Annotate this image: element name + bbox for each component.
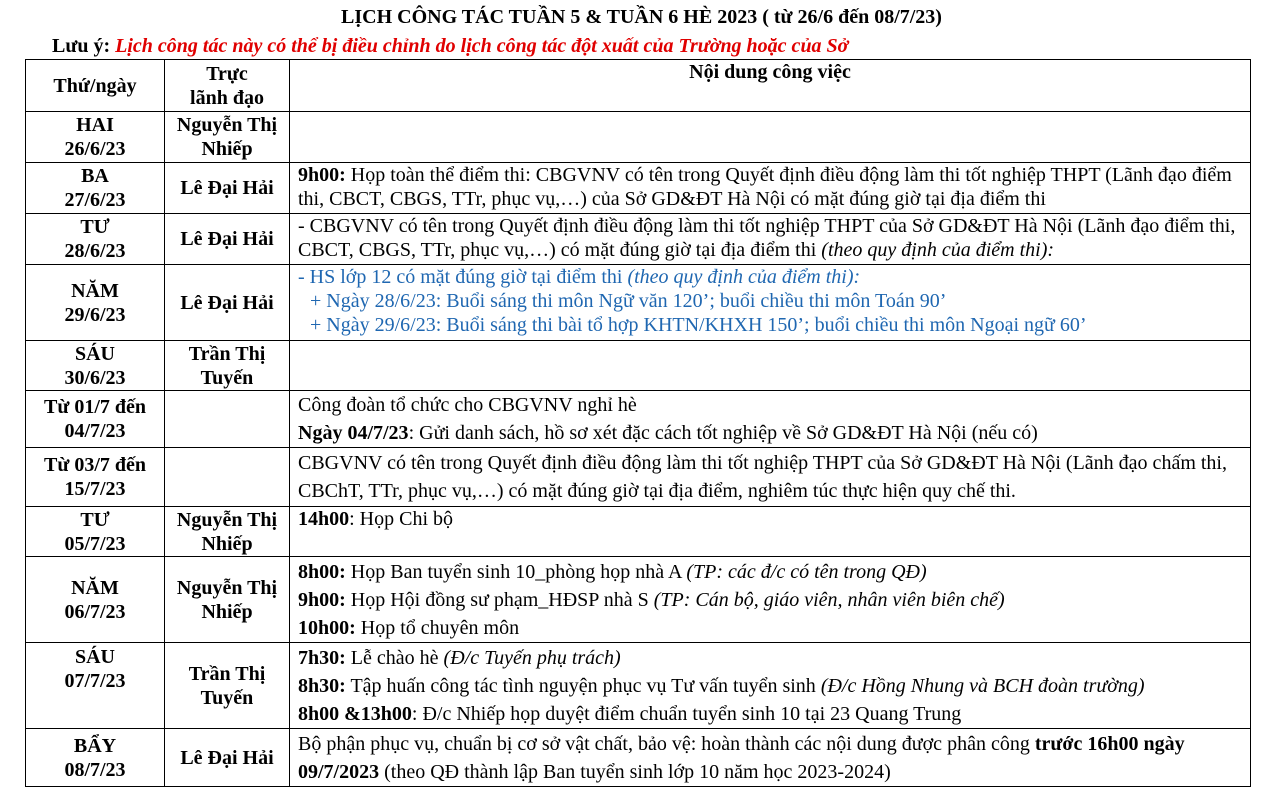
leader-cell: Lê Đại Hải	[165, 729, 290, 787]
time-label: 10h00:	[298, 616, 356, 639]
content-cell	[290, 729, 1251, 787]
content-line	[298, 558, 1246, 586]
content-line	[298, 644, 1246, 672]
leader-cell: Lê Đại Hải	[165, 214, 290, 265]
content-text	[298, 730, 1246, 786]
content-line	[298, 672, 1246, 700]
table-row	[26, 265, 1251, 341]
day-name: SÁU	[74, 646, 115, 668]
table-header-row	[26, 60, 1251, 112]
day-date: 29/6/23	[64, 303, 126, 326]
time-label: 8h00 &13h00	[298, 702, 412, 725]
deadline-text: trước 16h00 ngày 09/7/2023	[298, 732, 1185, 783]
content-line	[298, 614, 1246, 642]
content-line: Công đoàn tổ chức cho CBGVNV nghỉ hè	[298, 394, 637, 416]
content-cell	[290, 448, 1251, 507]
leader-line-2: Nhiếp	[201, 532, 253, 555]
day-name: NĂM	[71, 576, 119, 599]
content-line	[298, 507, 1246, 531]
leader-cell	[165, 507, 290, 557]
content-line: + Ngày 29/6/23: Buổi sáng thi bài tổ hợp KHTN/KHXH 150’; buổi chiều thi môn Ngoại ngữ 60’	[310, 314, 1087, 336]
day-date: 26/6/23	[64, 138, 126, 160]
leader-line-1: Trần Thị	[188, 662, 266, 685]
header-leader-line-2: lãnh đạo	[190, 86, 264, 109]
content-line	[298, 421, 1246, 445]
leader-cell	[165, 448, 290, 507]
content-cell	[290, 391, 1251, 448]
table-row	[26, 391, 1251, 448]
leader-cell	[165, 643, 290, 729]
day-date: 06/7/23	[64, 600, 126, 623]
day-name: Từ 03/7 đến	[43, 454, 147, 476]
note-label: Lưu ý:	[52, 35, 111, 57]
table-row	[26, 448, 1251, 507]
leader-cell	[165, 112, 290, 163]
leader-line-2: Nhiếp	[201, 138, 253, 160]
day-cell	[26, 507, 165, 557]
note-text: Lịch công tác này có thể bị điều chỉnh do lịch công tác đột xuất của Trường hoặc của Sở	[115, 35, 849, 57]
leader-cell	[165, 341, 290, 391]
task-text: Tập huấn công tác tình nguyện phục vụ Tư vấn tuyển sinh	[350, 674, 816, 697]
task-text: : Đ/c Nhiếp họp duyệt điểm chuẩn tuyển sinh 10 tại 23 Quang Trung	[411, 702, 962, 725]
content-text	[298, 214, 1246, 262]
table-row	[26, 163, 1251, 214]
content-line	[298, 586, 1246, 614]
task-text: : Họp Chi bộ	[349, 508, 454, 530]
day-cell	[26, 163, 165, 214]
day-name: Từ 01/7 đến	[43, 396, 147, 418]
task-text: Lễ chào hè	[350, 646, 439, 669]
day-cell	[26, 729, 165, 787]
day-date: 27/6/23	[64, 189, 126, 211]
task-text: - HS lớp 12 có mặt đúng giờ tại điểm thi	[298, 266, 623, 288]
table-row	[26, 112, 1251, 163]
task-italic: (TP: Cán bộ, giáo viên, nhân viên biên chế)	[653, 588, 1005, 611]
day-cell	[26, 265, 165, 341]
leader-line-2: Tuyến	[200, 366, 254, 389]
day-date: 04/7/23	[64, 420, 126, 442]
day-cell	[26, 643, 165, 729]
header-leader	[165, 60, 290, 112]
table-row	[26, 643, 1251, 729]
time-label: 8h00:	[298, 560, 346, 583]
table-row	[26, 729, 1251, 787]
content-line	[298, 265, 1246, 289]
day-cell	[26, 112, 165, 163]
leader-line-1: Nguyễn Thị	[176, 114, 278, 136]
content-cell	[290, 643, 1251, 729]
day-cell	[26, 391, 165, 448]
day-name: TƯ	[80, 216, 110, 238]
time-label: 9h00:	[298, 164, 346, 186]
day-name: TƯ	[80, 508, 110, 531]
content-cell	[290, 214, 1251, 265]
date-label: Ngày 04/7/23	[298, 422, 409, 444]
table-row	[26, 557, 1251, 643]
day-date: 08/7/23	[64, 758, 126, 781]
day-date: 15/7/23	[64, 478, 126, 500]
day-name: BẨY	[73, 734, 117, 757]
task-text: - CBGVNV có tên trong Quyết định điều động làm thi tốt nghiệp THPT của Sở GD&ĐT Hà Nội (Lãnh đạo điểm thi, CBCT, CBGS, TTr, phục vụ,…) có mặt đúng giờ tại địa điểm thi	[298, 215, 1236, 261]
task-text: : Gửi danh sách, hồ sơ xét đặc cách tốt nghiệp về Sở GD&ĐT Hà Nội (nếu có)	[408, 422, 1038, 444]
task-text: CBGVNV có tên trong Quyết định điều động làm thi tốt nghiệp THPT của Sở GD&ĐT Hà Nội (Lãnh đạo chấm thi, CBChT, TTr, phục vụ,…) có mặt đúng giờ tại địa điểm, nghiêm túc thực hiện quy chế thi.	[298, 452, 1227, 502]
content-line: + Ngày 28/6/23: Buổi sáng thi môn Ngữ văn 120’; buổi chiều thi môn Toán 90’	[310, 290, 947, 312]
content-cell	[290, 507, 1251, 557]
leader-cell: Lê Đại Hải	[165, 265, 290, 341]
content-text	[298, 163, 1246, 211]
task-text: Họp Ban tuyển sinh 10_phòng họp nhà A	[350, 560, 682, 583]
leader-cell: Lê Đại Hải	[165, 163, 290, 214]
time-label: 9h00:	[298, 588, 346, 611]
task-italic: (Đ/c Tuyến phụ trách)	[443, 646, 621, 669]
day-name: BA	[81, 165, 109, 187]
leader-line-1: Nguyễn Thị	[176, 508, 278, 531]
table-row	[26, 214, 1251, 265]
content-cell	[290, 112, 1251, 163]
content-cell	[290, 557, 1251, 643]
table-row	[26, 341, 1251, 391]
time-label: 8h30:	[298, 674, 346, 697]
header-content: Nội dung công việc	[290, 60, 1251, 112]
task-text: Họp Hội đồng sư phạm_HĐSP nhà S	[350, 588, 649, 611]
note	[52, 34, 848, 58]
leader-line-1: Nguyễn Thị	[176, 576, 278, 599]
day-date: 05/7/23	[64, 532, 126, 555]
header-leader-line-1: Trực	[206, 62, 248, 85]
content-cell	[290, 163, 1251, 214]
content-cell	[290, 265, 1251, 341]
time-label: 14h00	[298, 508, 350, 530]
day-cell	[26, 341, 165, 391]
day-cell	[26, 448, 165, 507]
leader-line-2: Tuyến	[200, 686, 254, 709]
task-text: Họp tổ chuyên môn	[360, 616, 520, 639]
header-day: Thứ/ngày	[26, 60, 165, 112]
table-row	[26, 507, 1251, 557]
leader-cell	[165, 391, 290, 448]
content-cell	[290, 341, 1251, 391]
task-italic: (TP: các đ/c có tên trong QĐ)	[686, 560, 927, 583]
page-title: LỊCH CÔNG TÁC TUẦN 5 & TUẦN 6 HÈ 2023 ( từ 26/6 đến 08/7/23)	[341, 6, 942, 28]
leader-line-2: Nhiếp	[201, 600, 253, 623]
day-cell	[26, 557, 165, 643]
day-date: 28/6/23	[64, 240, 126, 262]
day-date: 07/7/23	[64, 670, 126, 692]
leader-line-1: Trần Thị	[188, 342, 266, 365]
task-tail: (theo QĐ thành lập Ban tuyển sinh lớp 10 năm học 2023-2024)	[384, 760, 891, 783]
content-line	[298, 700, 1246, 728]
schedule-table	[25, 59, 1251, 787]
day-date: 30/6/23	[64, 366, 126, 389]
task-italic: (theo quy định của điểm thi):	[627, 266, 861, 288]
day-name: NĂM	[71, 279, 119, 302]
task-italic: (theo quy định của điểm thi):	[821, 239, 1055, 261]
task-italic: (Đ/c Hồng Nhung và BCH đoàn trường)	[820, 674, 1145, 697]
task-text: Bộ phận phục vụ, chuẩn bị cơ sở vật chất, bảo vệ: hoàn thành các nội dung được phân công	[298, 732, 1030, 755]
day-name: SÁU	[74, 342, 115, 365]
day-cell	[26, 214, 165, 265]
day-name: HAI	[76, 114, 114, 136]
time-label: 7h30:	[298, 646, 346, 669]
leader-cell	[165, 557, 290, 643]
task-text: Họp toàn thể điểm thi: CBGVNV có tên trong Quyết định điều động làm thi tốt nghiệp THPT (Lãnh đạo điểm thi, CBCT, CBGS, TTr, phục vụ,…) của Sở GD&ĐT Hà Nội có mặt đúng giờ tại địa điểm thi	[298, 164, 1232, 210]
